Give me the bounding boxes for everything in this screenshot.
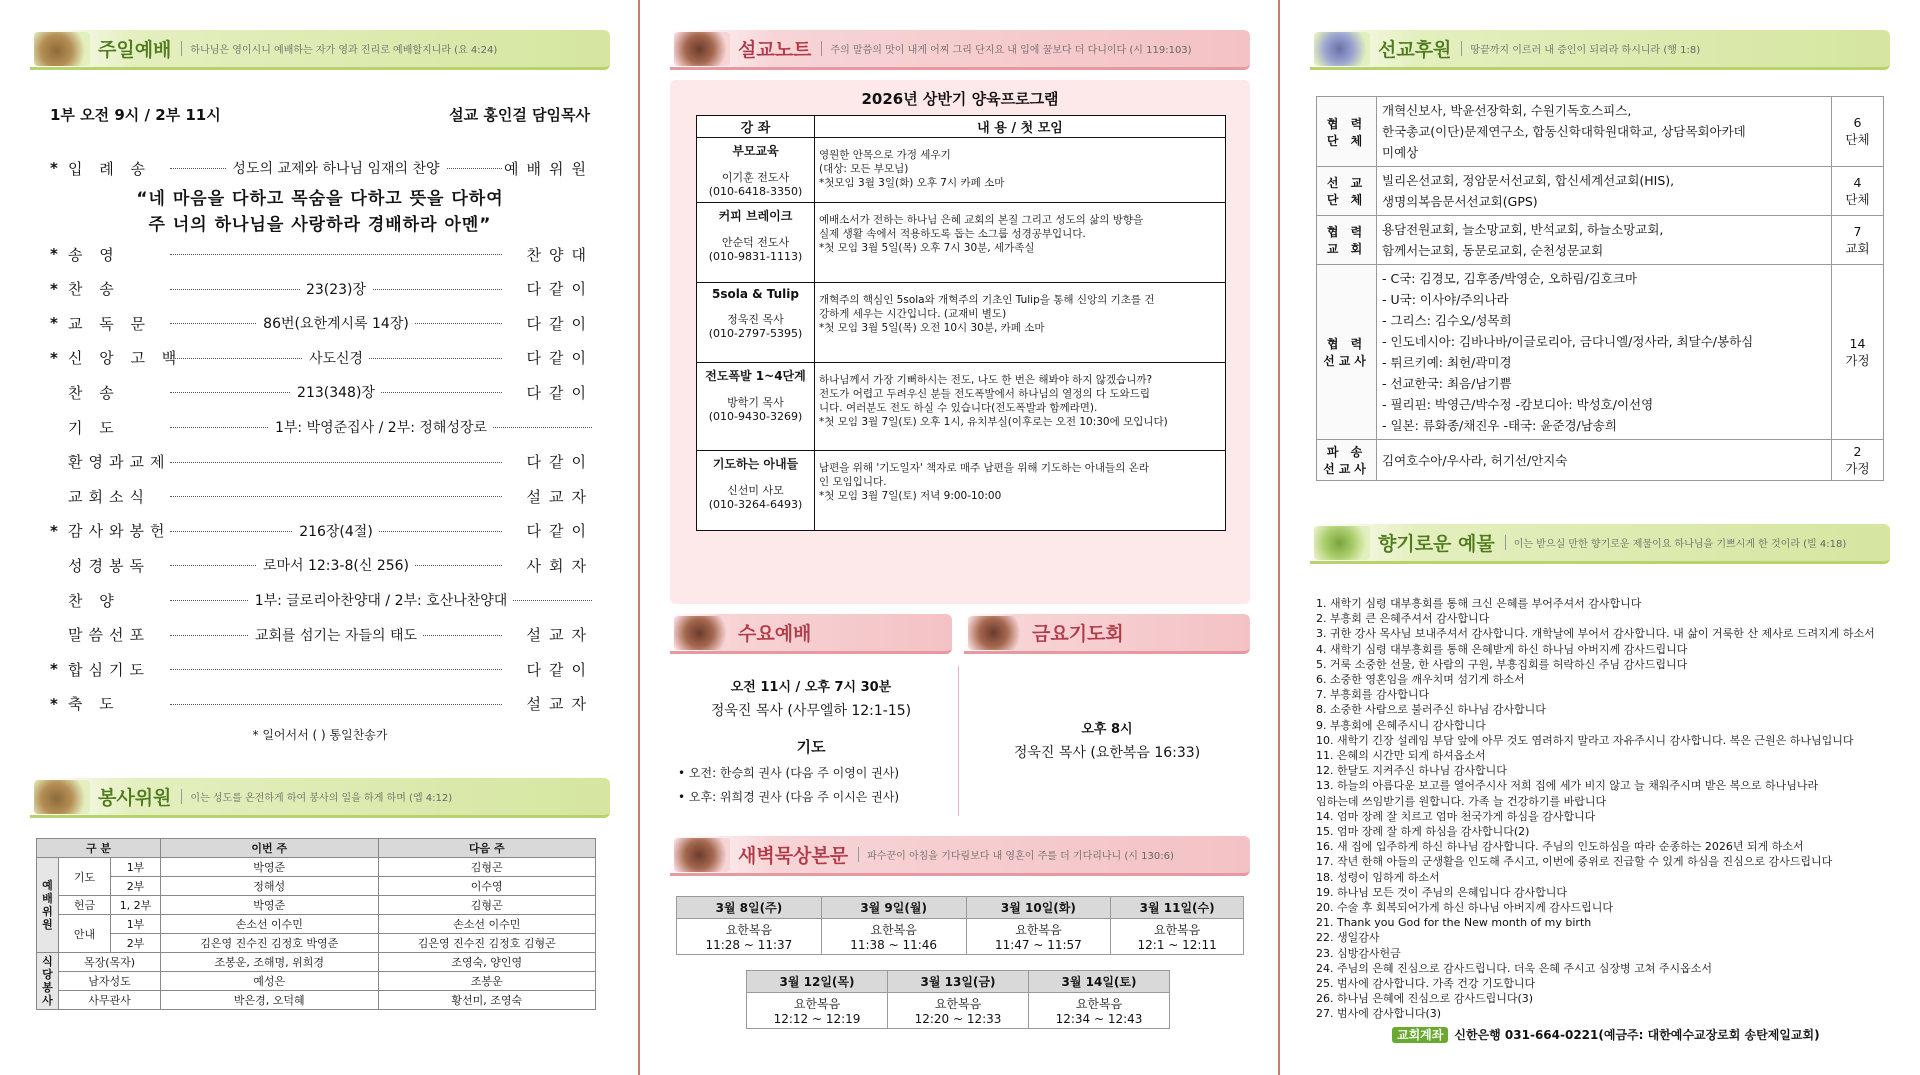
dawn-table-2 [746, 970, 1170, 1029]
stand-marker: * [50, 521, 58, 540]
content-line: *첫 모임 3월 5일(목) 오후 7시 30분, 세가족실 [819, 242, 1035, 254]
stand-marker: * [50, 245, 58, 263]
mission-line: - U국: 이사야/주의나라 [1382, 292, 1509, 307]
cross-icon [674, 616, 730, 650]
program-content [815, 451, 1226, 531]
book: 요한복음 [870, 923, 917, 937]
sermon-header [670, 30, 1250, 70]
mission-line: 용담전원교회, 늘소망교회, 반석교회, 하늘소망교회, [1382, 222, 1664, 237]
bible-icon [674, 32, 730, 66]
content-line: *첫 모임 3월 7일(토) 오후 1시, 유치부실(이후로는 오전 10:30에 모입니다) [819, 416, 1168, 428]
gratitude-list [1316, 596, 1876, 1022]
gratitude-item: 11. 은혜의 시간만 되게 하셔옵소서 [1316, 749, 1486, 763]
friday-header [964, 614, 1250, 654]
mission-list [1377, 216, 1832, 265]
content-line: 전도가 어렵고 두려우신 분들 전도폭발에서 하나님의 열정의 다 도와드립 [819, 388, 1150, 400]
order-detail: 사도신경 [303, 348, 369, 368]
gratitude-item: 18. 성령이 임하게 하소서 [1316, 870, 1440, 884]
order-item: 말씀선포 [68, 626, 150, 645]
table-row: 식당봉사 목장(목자) 조봉운, 조해명, 위희경 조영숙, 양인영 [37, 953, 596, 972]
gratitude-item: 21. Thank you God for the New month of my birth [1316, 916, 1592, 930]
mission-count: 4 단체 [1832, 167, 1884, 216]
mission-count: 2 가정 [1832, 440, 1884, 481]
order-leader-name: 다같이 [526, 314, 594, 333]
mission-row [1317, 265, 1884, 440]
range: 12:12 ~ 12:19 [773, 1012, 861, 1026]
account-line [1392, 1026, 1820, 1043]
col-header: 구 분 [37, 839, 161, 858]
order-leader [168, 657, 504, 681]
order-row [50, 277, 594, 301]
order-row [50, 415, 594, 439]
program-box [670, 80, 1250, 604]
order-item: 성경봉독 [68, 556, 150, 575]
order-item: 기 도 [68, 418, 120, 437]
order-leader [168, 346, 504, 370]
order-leader-name: 다같이 [526, 522, 594, 541]
mission-category: 협 력 단 체 [1317, 97, 1377, 167]
order-leader-name: 찬양대 [526, 245, 594, 264]
mission-list [1377, 265, 1832, 440]
order-row [50, 450, 594, 474]
course-phone: (010-2797-5395) [708, 327, 803, 340]
mission-list [1377, 440, 1832, 481]
gratitude-item: 10. 새학기 긴장 설레임 부담 앞에 아무 것도 염려하지 말라고 자유주시니 감사합니다. 복은 근원은 하나님입니다 [1316, 733, 1854, 747]
content-line: *첫 모임 3월 7일(토) 저녁 9:00-10:00 [819, 490, 1002, 502]
day-reading [888, 993, 1029, 1029]
call-to-worship: “네 마음을 다하고 목숨을 다하고 뜻을 다하여 [136, 189, 504, 209]
worship-verse: 하나님은 영이시니 예배하는 자가 영과 진리로 예배할지니라 (요 4:24) [181, 41, 497, 56]
mission-line: 빌리온선교회, 정암문서선교회, 합신세계선교회(HIS), [1382, 173, 1675, 188]
range: 11:47 ~ 11:57 [994, 938, 1082, 952]
sprout-icon [1314, 526, 1370, 560]
mission-count: 7 교회 [1832, 216, 1884, 265]
wednesday-time: 오전 11시 / 오후 7시 30분 [730, 680, 892, 695]
gratitude-item: 1. 새학기 심령 대부흥회를 통해 크신 은혜를 부어주셔서 감사합니다 [1316, 597, 1642, 610]
order-leader-name: 다같이 [526, 453, 594, 472]
mission-list [1377, 97, 1832, 167]
mission-line: 생명의복음문서선교회(GPS) [1382, 194, 1538, 209]
order-detail: 216장(4절) [293, 521, 379, 541]
mission-table [1316, 96, 1884, 481]
order-row [50, 553, 594, 577]
order-row [50, 588, 594, 612]
col-header: 다음 주 [378, 839, 596, 858]
gratitude-item: 12. 한달도 지켜주신 하나님 감사합니다 [1316, 764, 1507, 778]
worship-time: 1부 오전 9시 / 2부 11시 [50, 106, 221, 124]
mission-category: 파 송 선교사 [1317, 440, 1377, 481]
day-reading [1029, 993, 1170, 1029]
column-sermon [642, 0, 1280, 1075]
book: 요한복음 [1075, 997, 1123, 1011]
mission-row [1317, 216, 1884, 265]
order-row [50, 156, 594, 180]
hands-icon [34, 780, 90, 814]
group-label: 예배위원 [37, 858, 59, 953]
book: 요한복음 [1153, 923, 1201, 937]
friday-title: 금요기도회 [1032, 623, 1124, 645]
range: 12:34 ~ 12:43 [1055, 1012, 1143, 1026]
order-leader [168, 519, 504, 543]
hydrangea-icon [1314, 32, 1370, 66]
gratitude-item: 7. 부흥회를 감사합니다 [1316, 688, 1430, 702]
book: 요한복음 [793, 997, 841, 1011]
course-teacher: 이기훈 전도사 [721, 171, 790, 184]
day-header: 3월 9일(월) [821, 897, 966, 919]
order-item: 감사와봉헌 [68, 522, 171, 541]
day-reading [677, 919, 822, 955]
order-leader-name: 다같이 [526, 660, 594, 679]
mission-line: 함께서는교회, 동문로교회, 순천성문교회 [1382, 243, 1604, 258]
course-teacher: 방학기 목사 [727, 396, 784, 409]
group-label: 식당봉사 [37, 953, 59, 1010]
wednesday-header [670, 614, 952, 654]
mission-count: 6 단체 [1832, 97, 1884, 167]
program-course [697, 451, 815, 531]
mission-line: 미예상 [1382, 145, 1419, 160]
offering-verse: 이는 받으실 만한 향기로운 제물이요 하나님을 기쁘시게 한 것이라 (빌 4:18) [1505, 535, 1847, 550]
day-reading [747, 993, 888, 1029]
col-header: 이번 주 [161, 839, 379, 858]
day-header: 3월 11일(수) [1111, 897, 1244, 919]
order-leader [168, 484, 504, 508]
gratitude-item: 3. 귀한 강사 목사님 보내주셔서 감사합니다. 개학날에 부어서 감사합니다. 내 삶이 거룩한 산 제사로 드려지게 하소서 [1316, 627, 1875, 641]
book: 요한복음 [934, 997, 982, 1011]
program-content [815, 138, 1226, 203]
order-leader-name: 다같이 [526, 349, 594, 368]
order-leader-name: 다같이 [526, 280, 594, 299]
order-leader-name: 설교자 [526, 695, 594, 714]
mission-line: - C국: 김경모, 김후종/박영순, 오하림/김호크마 [1382, 271, 1637, 286]
content-line: *첫모임 3월 3일(화) 오후 7시 카페 소마 [819, 177, 1005, 189]
prayer-am: • 오전: 한승희 권사 (다음 주 이영이 권사) [678, 766, 900, 780]
table-row: 사무관사 박은경, 오덕혜 황선미, 조영숙 [37, 991, 596, 1010]
order-leader [168, 692, 504, 716]
content-line: (대상: 모든 부모님) [819, 163, 909, 175]
content-line: 니다. 여러분도 전도 하실 수 있습니다(전도폭발과 함께라면). [819, 402, 1098, 414]
content-line: 예배소서가 전하는 하나님 은혜 교회의 본질 그리고 성도의 삶의 방향을 [819, 214, 1144, 226]
gratitude-item: 2. 부흥회 큰 은혜주셔서 감사합니다 [1316, 612, 1490, 626]
order-detail: 86번(요한계시록 14장) [257, 313, 415, 333]
order-item: 교회소식 [68, 487, 150, 506]
day-header: 3월 14일(토) [1029, 971, 1170, 993]
dawn-title: 새벽묵상본문 [738, 845, 849, 867]
prayer-pm: • 오후: 위희경 권사 (다음 주 이시은 권사) [678, 790, 900, 804]
order-item: 환영과교제 [68, 453, 171, 472]
day-reading [966, 919, 1111, 955]
gratitude-item: 16. 새 집에 입주하게 하신 하나님 감사합니다. 주님의 인도하심을 따라 순종하는 2026년 되게 하소서 [1316, 840, 1804, 854]
order-item: 교 독 문 [68, 314, 152, 333]
order-row [50, 657, 594, 681]
worship-footnote: * 일어서서 ( ) 통일찬송가 [252, 728, 388, 742]
program-content [815, 283, 1226, 363]
gratitude-item: 6. 소중한 영혼임을 깨우치며 섬기게 하소서 [1316, 673, 1525, 687]
stand-marker: * [50, 159, 58, 177]
mission-count: 14 가정 [1832, 265, 1884, 440]
content-line: *첫 모임 3월 5일(목) 오전 10시 30분, 카페 소마 [819, 322, 1045, 334]
order-detail: 1부: 글로리아찬양대 / 2부: 호산나찬양대 [249, 590, 514, 610]
gratitude-item: 23. 심방감사헌금 [1316, 946, 1401, 960]
day-header: 3월 8일(주) [677, 897, 822, 919]
table-row: 2부 김은영 진수진 김정호 박영준 김은영 진수진 김정호 김형곤 [37, 934, 596, 953]
worship-preacher: 설교 홍인걸 담임목사 [449, 106, 590, 124]
order-row [50, 311, 594, 335]
sermon-verse: 주의 말씀의 맛이 내게 어찌 그리 단지요 내 입에 꿀보다 더 다니이다 (시 119:103) [821, 41, 1191, 56]
table-row: 안내 1부 손소선 이수민 손소선 이수민 [37, 915, 596, 934]
order-detail: 23(23)장 [300, 279, 372, 299]
gratitude-item: 14. 엄마 장례 잘 치르고 엄마 천국가게 하심을 감사합니다 [1316, 809, 1596, 823]
account-info: 신한은행 031-664-0221(예금주: 대한예수교장로회 송탄제일교회) [1454, 1028, 1820, 1042]
gratitude-item: 19. 하나님 모든 것이 주님의 은혜입니다 감사합니다 [1316, 885, 1567, 899]
mission-line: - 선교한국: 최음/남기쁨 [1382, 376, 1512, 391]
day-header: 3월 10일(화) [966, 897, 1111, 919]
day-reading [821, 919, 966, 955]
content-line: 개혁주의 핵심인 5sola와 개혁주의 기초인 Tulip을 통해 신앙의 기초를 건 [819, 294, 1155, 306]
offering-header [1310, 524, 1890, 564]
prayer-title: 기도 [796, 738, 826, 756]
dawn-verse: 파수꾼이 아침을 기다림보다 내 영혼이 주를 더 기다리나니 (시 130:6) [858, 847, 1174, 862]
order-row [50, 242, 594, 266]
order-item: 합심기도 [68, 660, 150, 679]
program-table [696, 115, 1226, 531]
course-phone: (010-9831-1113) [708, 250, 803, 263]
course-phone: (010-3264-6493) [708, 498, 803, 511]
range: 11:38 ~ 11:46 [850, 938, 938, 952]
order-detail: 213(348)장 [291, 382, 381, 402]
order-leader [168, 311, 504, 335]
flower-icon [34, 32, 90, 66]
content-line: 영원한 안목으로 가정 세우기 [819, 149, 951, 161]
order-item: 입 례 송 [68, 159, 152, 178]
col-header: 강 좌 [697, 116, 815, 138]
stand-marker: * [50, 694, 58, 713]
program-course [697, 283, 815, 363]
mission-title: 선교후원 [1378, 39, 1452, 61]
service-table [36, 838, 596, 1010]
offering-title: 향기로운 예물 [1378, 533, 1495, 555]
order-item: 찬 송 [68, 383, 120, 402]
order-leader [168, 156, 504, 180]
order-leader [168, 415, 594, 439]
program-row [697, 283, 1226, 363]
course-name: 5sola & Tulip [712, 287, 799, 301]
stand-marker: * [50, 314, 58, 333]
mission-line: 개혁신보사, 박윤선장학회, 수원기독호스피스, [1382, 103, 1632, 118]
divider [958, 666, 959, 816]
course-teacher: 신선미 사모 [727, 484, 784, 497]
course-phone: (010-6418-3350) [708, 185, 803, 198]
order-row [50, 519, 594, 543]
stand-marker: * [50, 348, 58, 367]
program-course [697, 203, 815, 283]
dawn-table-1 [676, 896, 1244, 955]
order-leader [168, 277, 504, 301]
course-name: 전도폭발 1~4단계 [705, 369, 806, 383]
program-row [697, 203, 1226, 283]
mission-verse: 땅끝까지 이르러 내 증인이 되리라 하시니라 (행 1:8) [1461, 41, 1700, 56]
content-line: 하나님께서 가장 기뻐하시는 전도, 나도 한 번은 해봐야 하지 않겠습니까? [819, 374, 1153, 386]
mission-category: 협 력 교 회 [1317, 216, 1377, 265]
book: 요한복음 [725, 923, 773, 937]
gratitude-item: 9. 부흥회에 은혜주시니 감사합니다 [1316, 718, 1486, 732]
gratitude-item: 4. 새학기 심령 대부흥회를 통해 은혜받게 하신 하나님 아버지께 감사드립니다 [1316, 642, 1688, 656]
order-item: 찬 송 [68, 280, 120, 299]
order-leader-name: 다같이 [526, 383, 594, 402]
day-reading [1111, 919, 1244, 955]
friday-preacher: 정욱진 목사 (요한복음 16:33) [1013, 745, 1201, 761]
course-teacher: 정욱진 목사 [727, 313, 784, 326]
order-row [50, 692, 594, 716]
order-leader [168, 242, 504, 266]
order-item: 송 영 [68, 245, 120, 264]
order-leader-name: 사회자 [526, 556, 594, 575]
service-verse: 이는 성도를 온전하게 하여 봉사의 일을 하게 하며 (엡 4:12) [181, 789, 452, 804]
range: 12:20 ~ 12:33 [914, 1012, 1002, 1026]
friday-time: 오후 8시 [1081, 722, 1133, 737]
gratitude-item: 15. 엄마 장례 잘 하게 하심을 감사합니다(2) [1316, 825, 1530, 839]
program-content [815, 363, 1226, 451]
gratitude-item: 24. 주님의 은혜 진심으로 감사드립니다. 더욱 은혜 주시고 심장병 고쳐 주시옵소서 [1316, 961, 1712, 975]
worship-title: 주일예배 [98, 39, 172, 61]
column-worship [0, 0, 640, 1075]
mission-line: - 일본: 류화종/채진우 -태국: 윤준경/남송희 [1382, 418, 1617, 433]
mission-row [1317, 167, 1884, 216]
gratitude-item: 5. 거룩 소중한 선물, 한 사람의 구원, 부흥집회를 허락하신 주님 감사드립니다 [1316, 657, 1688, 671]
stand-marker: * [50, 279, 58, 298]
course-name: 커피 브레이크 [718, 209, 793, 223]
book: 요한복음 [1015, 923, 1062, 937]
gratitude-item: 8. 소중한 사람으로 불러주신 하나님 감사합니다 [1316, 703, 1546, 717]
mission-line: - 인도네시아: 김바나바/이글로리아, 금다니엘/정사라, 최달수/봉하심 [1382, 334, 1754, 349]
mission-line: - 그리스: 김수오/성목희 [1382, 313, 1512, 328]
order-row [50, 623, 594, 647]
mission-line: 한국총교(이단)문제연구소, 합동신학대학원대학교, 상담목회아카데 [1382, 124, 1746, 139]
order-detail: 성도의 교제와 하나님 임재의 찬양 [226, 158, 445, 178]
gratitude-item: 17. 작년 한해 아들의 군생활을 인도해 주시고, 이번에 중위로 진급할 수 있게 하심을 진심으로 감사드립니다 [1316, 855, 1833, 869]
program-course [697, 138, 815, 203]
gratitude-item: 13. 하늘의 아름다운 보고를 열어주시사 저희 집에 세가 비지 않고 늘 채워주시며 받은 복으로 하나님나라 [1316, 779, 1819, 793]
table-row: 남자성도 예성은 조봉운 [37, 972, 596, 991]
day-header: 3월 13일(금) [888, 971, 1029, 993]
mission-row [1317, 440, 1884, 481]
content-line: 인 모임입니다. [819, 476, 887, 488]
course-name: 기도하는 아내들 [712, 457, 799, 471]
order-item: 신 앙 고 백 [68, 349, 183, 368]
order-leader [168, 553, 504, 577]
program-course [697, 363, 815, 451]
order-item: 축 도 [68, 695, 120, 714]
program-row [697, 138, 1226, 203]
day-header: 3월 12일(목) [747, 971, 888, 993]
mission-list [1377, 167, 1832, 216]
program-row [697, 451, 1226, 531]
order-leader [168, 380, 504, 404]
range: 11:28 ~ 11:37 [705, 938, 793, 952]
wednesday-title: 수요예배 [738, 623, 812, 645]
order-leader [168, 588, 594, 612]
table-row: 2부 정해성 이수영 [37, 877, 596, 896]
mission-line: - 필리핀: 박영근/박수정 -캄보디아: 박성호/이선영 [1382, 397, 1654, 412]
gratitude-item: 25. 범사에 감사합니다. 가족 건강 기도합니다 [1316, 977, 1536, 991]
order-leader [168, 450, 504, 474]
sermon-title: 설교노트 [738, 39, 812, 61]
order-row [50, 346, 594, 370]
mission-category: 협 력 선교사 [1317, 265, 1377, 440]
program-row [697, 363, 1226, 451]
table-row: 헌금 1, 2부 박영준 김형곤 [37, 896, 596, 915]
content-line: 남편을 위해 '기도일자' 책자로 매주 남편을 위해 기도하는 아내들의 온라 [819, 462, 1149, 474]
order-leader-name: 설교자 [526, 626, 594, 645]
worship-header [30, 30, 610, 70]
order-detail: 교회를 섬기는 자들의 태도 [249, 625, 423, 645]
mission-row [1317, 97, 1884, 167]
gratitude-item: 임하는데 쓰임받기를 원합니다. 가족 늘 건강하기를 바랍니다 [1316, 794, 1607, 808]
order-leader [168, 623, 504, 647]
wednesday-preacher: 정욱진 목사 (사무엘하 12:1-15) [710, 703, 912, 719]
order-row [50, 380, 594, 404]
sunrise-icon [674, 838, 730, 872]
content-line: 실제 생활 속에서 적용하도록 돕는 소그룹 성경공부입니다. [819, 228, 1086, 240]
gratitude-item: 26. 하나님 은혜에 진심으로 감사드립니다(3) [1316, 992, 1534, 1006]
dawn-header [670, 836, 1250, 876]
program-content [815, 203, 1226, 283]
program-title: 2026년 상반기 양육프로그램 [861, 90, 1059, 108]
gratitude-item: 27. 범사에 감사합니다(3) [1316, 1007, 1442, 1021]
mission-category: 선 교 단 체 [1317, 167, 1377, 216]
order-row [50, 484, 594, 508]
mission-header [1310, 30, 1890, 70]
range: 12:1 ~ 12:11 [1137, 938, 1217, 952]
col-header: 내 용 / 첫 모임 [815, 116, 1226, 138]
order-leader-name: 설교자 [526, 487, 594, 506]
order-item: 찬 양 [68, 591, 120, 610]
service-title: 봉사위원 [98, 787, 172, 809]
course-phone: (010-9430-3269) [708, 410, 803, 423]
call-to-worship-2: 주 너의 하나님을 사랑하라 경배하라 아멘” [148, 215, 492, 235]
gratitude-item: 22. 생일감사 [1316, 931, 1380, 945]
praying-hands-icon [968, 616, 1024, 650]
course-name: 부모교육 [732, 144, 779, 158]
mission-line: 김여호수아/우사라, 허기선/안지숙 [1382, 452, 1568, 468]
account-label: 교회계좌 [1392, 1027, 1448, 1043]
gratitude-item: 20. 수술 후 회복되어가게 하신 하나님 아버지께 감사드립니다 [1316, 901, 1613, 915]
table-row: 예배위원 기도 1부 박영준 김형곤 [37, 858, 596, 877]
stand-marker: * [50, 660, 58, 679]
course-teacher: 안순덕 전도사 [721, 236, 790, 249]
order-leader-name: 예배위원 [504, 159, 594, 178]
content-line: 강하게 세우는 시간입니다. (교재비 별도) [819, 308, 1007, 320]
order-detail: 로마서 12:3-8(신 256) [257, 555, 415, 575]
order-detail: 1부: 박영준집사 / 2부: 정해성장로 [269, 417, 493, 437]
mission-line: - 튀르키예: 최헌/곽미경 [1382, 355, 1512, 370]
service-header [30, 778, 610, 818]
